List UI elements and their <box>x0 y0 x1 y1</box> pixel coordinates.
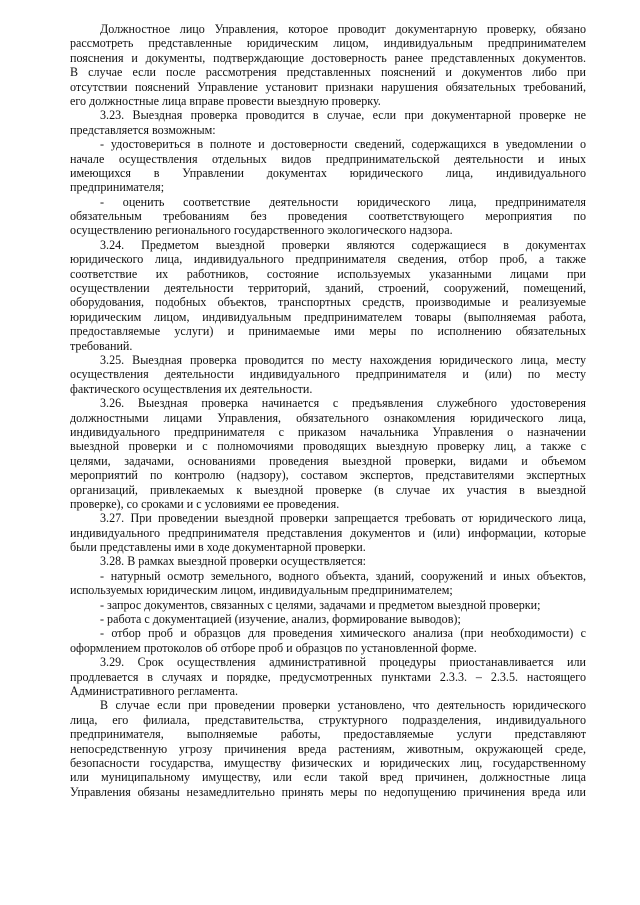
text-line: предпринимателя, выполняемые работы, предоставляемые услуги представляют <box>70 727 586 742</box>
text-line: оформлением протоколов об отборе проб и образцов по установленной форме. <box>70 640 477 655</box>
paragraph <box>70 511 586 554</box>
text-line: 3.23. Выездная проверка проводится в случае, если при документарной проверке не <box>100 108 586 123</box>
text-line: целями, задачами, основаниями проведения выездной проверки, видами и объемом <box>70 453 586 468</box>
text-line: - удостовериться в полноте и достоверности сведений, содержащихся в уведомлении о <box>100 137 586 152</box>
document-body <box>70 22 586 799</box>
text-line: индивидуального предпринимателя с приказом начальника Управления о назначении <box>70 424 586 439</box>
text-line: 3.28. В рамках выездной проверки осуществляется: <box>100 554 367 569</box>
text-line: оборудования, подобных объектов, транспортных средств, производимые и реализуемые <box>70 295 586 310</box>
paragraph <box>70 612 586 626</box>
paragraph <box>70 698 586 799</box>
text-line: Административного регламента. <box>70 683 239 698</box>
text-line: лица, его филиала, представительства, структурного подразделения, индивидуального <box>70 712 586 727</box>
text-line: - запрос документов, связанных с целями, задачами и предметом выездной проверки; <box>100 597 541 612</box>
text-line: представляется возможным: <box>70 122 216 137</box>
text-line: используемых юридическим лицом, индивидуальным предпринимателем; <box>70 583 453 598</box>
text-line: непосредственную угрозу причинения вреда растениям, животным, окружающей среде, <box>70 741 586 756</box>
paragraph <box>70 626 586 655</box>
text-line: 3.25. Выездная проверка проводится по месту нахождения юридического лица, месту <box>100 352 586 367</box>
paragraph <box>70 108 586 137</box>
text-line: должностными лицами Управления, обязательного ознакомления юридического лица, <box>70 410 586 425</box>
text-line: мероприятий по контролю (надзору), составом экспертов, представителями экспертных <box>70 468 586 483</box>
text-line: пояснения и документы, подтверждающие достоверность ранее представленных документов. <box>70 50 586 65</box>
paragraph <box>70 598 586 612</box>
paragraph <box>70 195 586 238</box>
text-line: организаций, привлекаемых к выездной проверке (в случае их участия в выездной <box>70 482 586 497</box>
text-line: индивидуального предпринимателя представления документов и (или) информации, которые <box>70 525 586 540</box>
text-line: начале осуществления отдельных видов предпринимательской деятельности и иных <box>70 151 586 166</box>
text-line: соответствие их работников, состояние используемых указанными лицами при <box>70 266 586 281</box>
text-line: осуществления деятельности индивидуального предпринимателя и (или) по месту <box>70 367 586 382</box>
text-line: - отбор проб и образцов для проведения химического анализа (при необходимости) с <box>100 626 586 641</box>
text-line: выездной проверки и с полномочиями проводящих выездную проверку лиц, а также с <box>70 439 586 454</box>
text-line: или муниципальному имуществу, или если такой вред причинен, должностные лица <box>70 770 586 785</box>
paragraph <box>70 396 586 511</box>
text-line: юридическим лицом, индивидуальным предпринимателем товары (выполняемая работа, <box>70 309 586 324</box>
text-line: проверке), со сроками и с условиями ее проведения. <box>70 496 340 511</box>
text-line: Должностное лицо Управления, которое проводит документарную проверку, обязано <box>100 22 586 36</box>
text-line: 3.29. Срок осуществления административной процедуры приостанавливается или <box>100 655 586 670</box>
text-line: - оценить соответствие деятельности юридического лица, предпринимателя <box>100 194 586 209</box>
text-line: рассмотреть представленные юридическим лицом, индивидуальным предпринимателем <box>70 36 586 51</box>
text-line: имеющихся в Управлении документах юридического лица, индивидуального <box>70 165 586 180</box>
text-line: продлевается в случаях и порядке, предусмотренных пунктами 2.3.3. – 2.3.5. настоящего <box>70 669 586 684</box>
text-line: были представлены ими в ходе документарной проверки. <box>70 540 366 555</box>
paragraph <box>70 569 586 598</box>
paragraph <box>70 655 586 698</box>
text-line: 3.27. При проведении выездной проверки запрещается требовать от юридического лица, <box>100 511 586 526</box>
paragraph <box>70 238 586 353</box>
paragraph <box>70 22 586 108</box>
text-line: осуществлении деятельности территорий, зданий, строений, сооружений, помещений, <box>70 281 586 296</box>
text-line: безопасности государства, имуществу физических и юридических лиц, государственному <box>70 755 586 770</box>
text-line: В случае если при проведении проверки установлено, что деятельность юридического <box>100 698 586 713</box>
text-line: фактического осуществления их деятельности. <box>70 381 313 396</box>
text-line: 3.24. Предметом выездной проверки являются содержащиеся в документах <box>100 237 586 252</box>
text-line: 3.26. Выездная проверка начинается с предъявления служебного удостоверения <box>100 396 586 411</box>
paragraph <box>70 353 586 396</box>
text-line: юридического лица, индивидуального предпринимателя сведения, отбор проб, а также <box>70 252 586 267</box>
text-line: его должностные лица вправе провести выездную проверку. <box>70 93 381 108</box>
text-line: предоставляемые услуги) и принимаемые ими меры по исполнению обязательных <box>70 324 586 339</box>
text-line: предпринимателя; <box>70 180 165 195</box>
text-line: - натурный осмотр земельного, водного объекта, зданий, сооружений и иных объектов, <box>100 568 586 583</box>
text-line: - работа с документацией (изучение, анализ, формирование выводов); <box>100 612 461 627</box>
text-line: отсутствии пояснений Управление установит признаки нарушения обязательных требований, <box>70 79 586 94</box>
paragraph <box>70 554 586 568</box>
text-line: требований. <box>70 338 133 353</box>
text-line: осуществлению регионального государственного экологического надзора. <box>70 223 453 238</box>
text-line: Управления обязаны незамедлительно принять меры по недопущению причинения вреда или <box>70 784 586 799</box>
paragraph <box>70 137 586 195</box>
text-line: обязательным требованиям без проведения соответствующего мероприятия по <box>70 209 586 224</box>
text-line: В случае если после рассмотрения представленных пояснений и документов либо при <box>70 65 586 80</box>
